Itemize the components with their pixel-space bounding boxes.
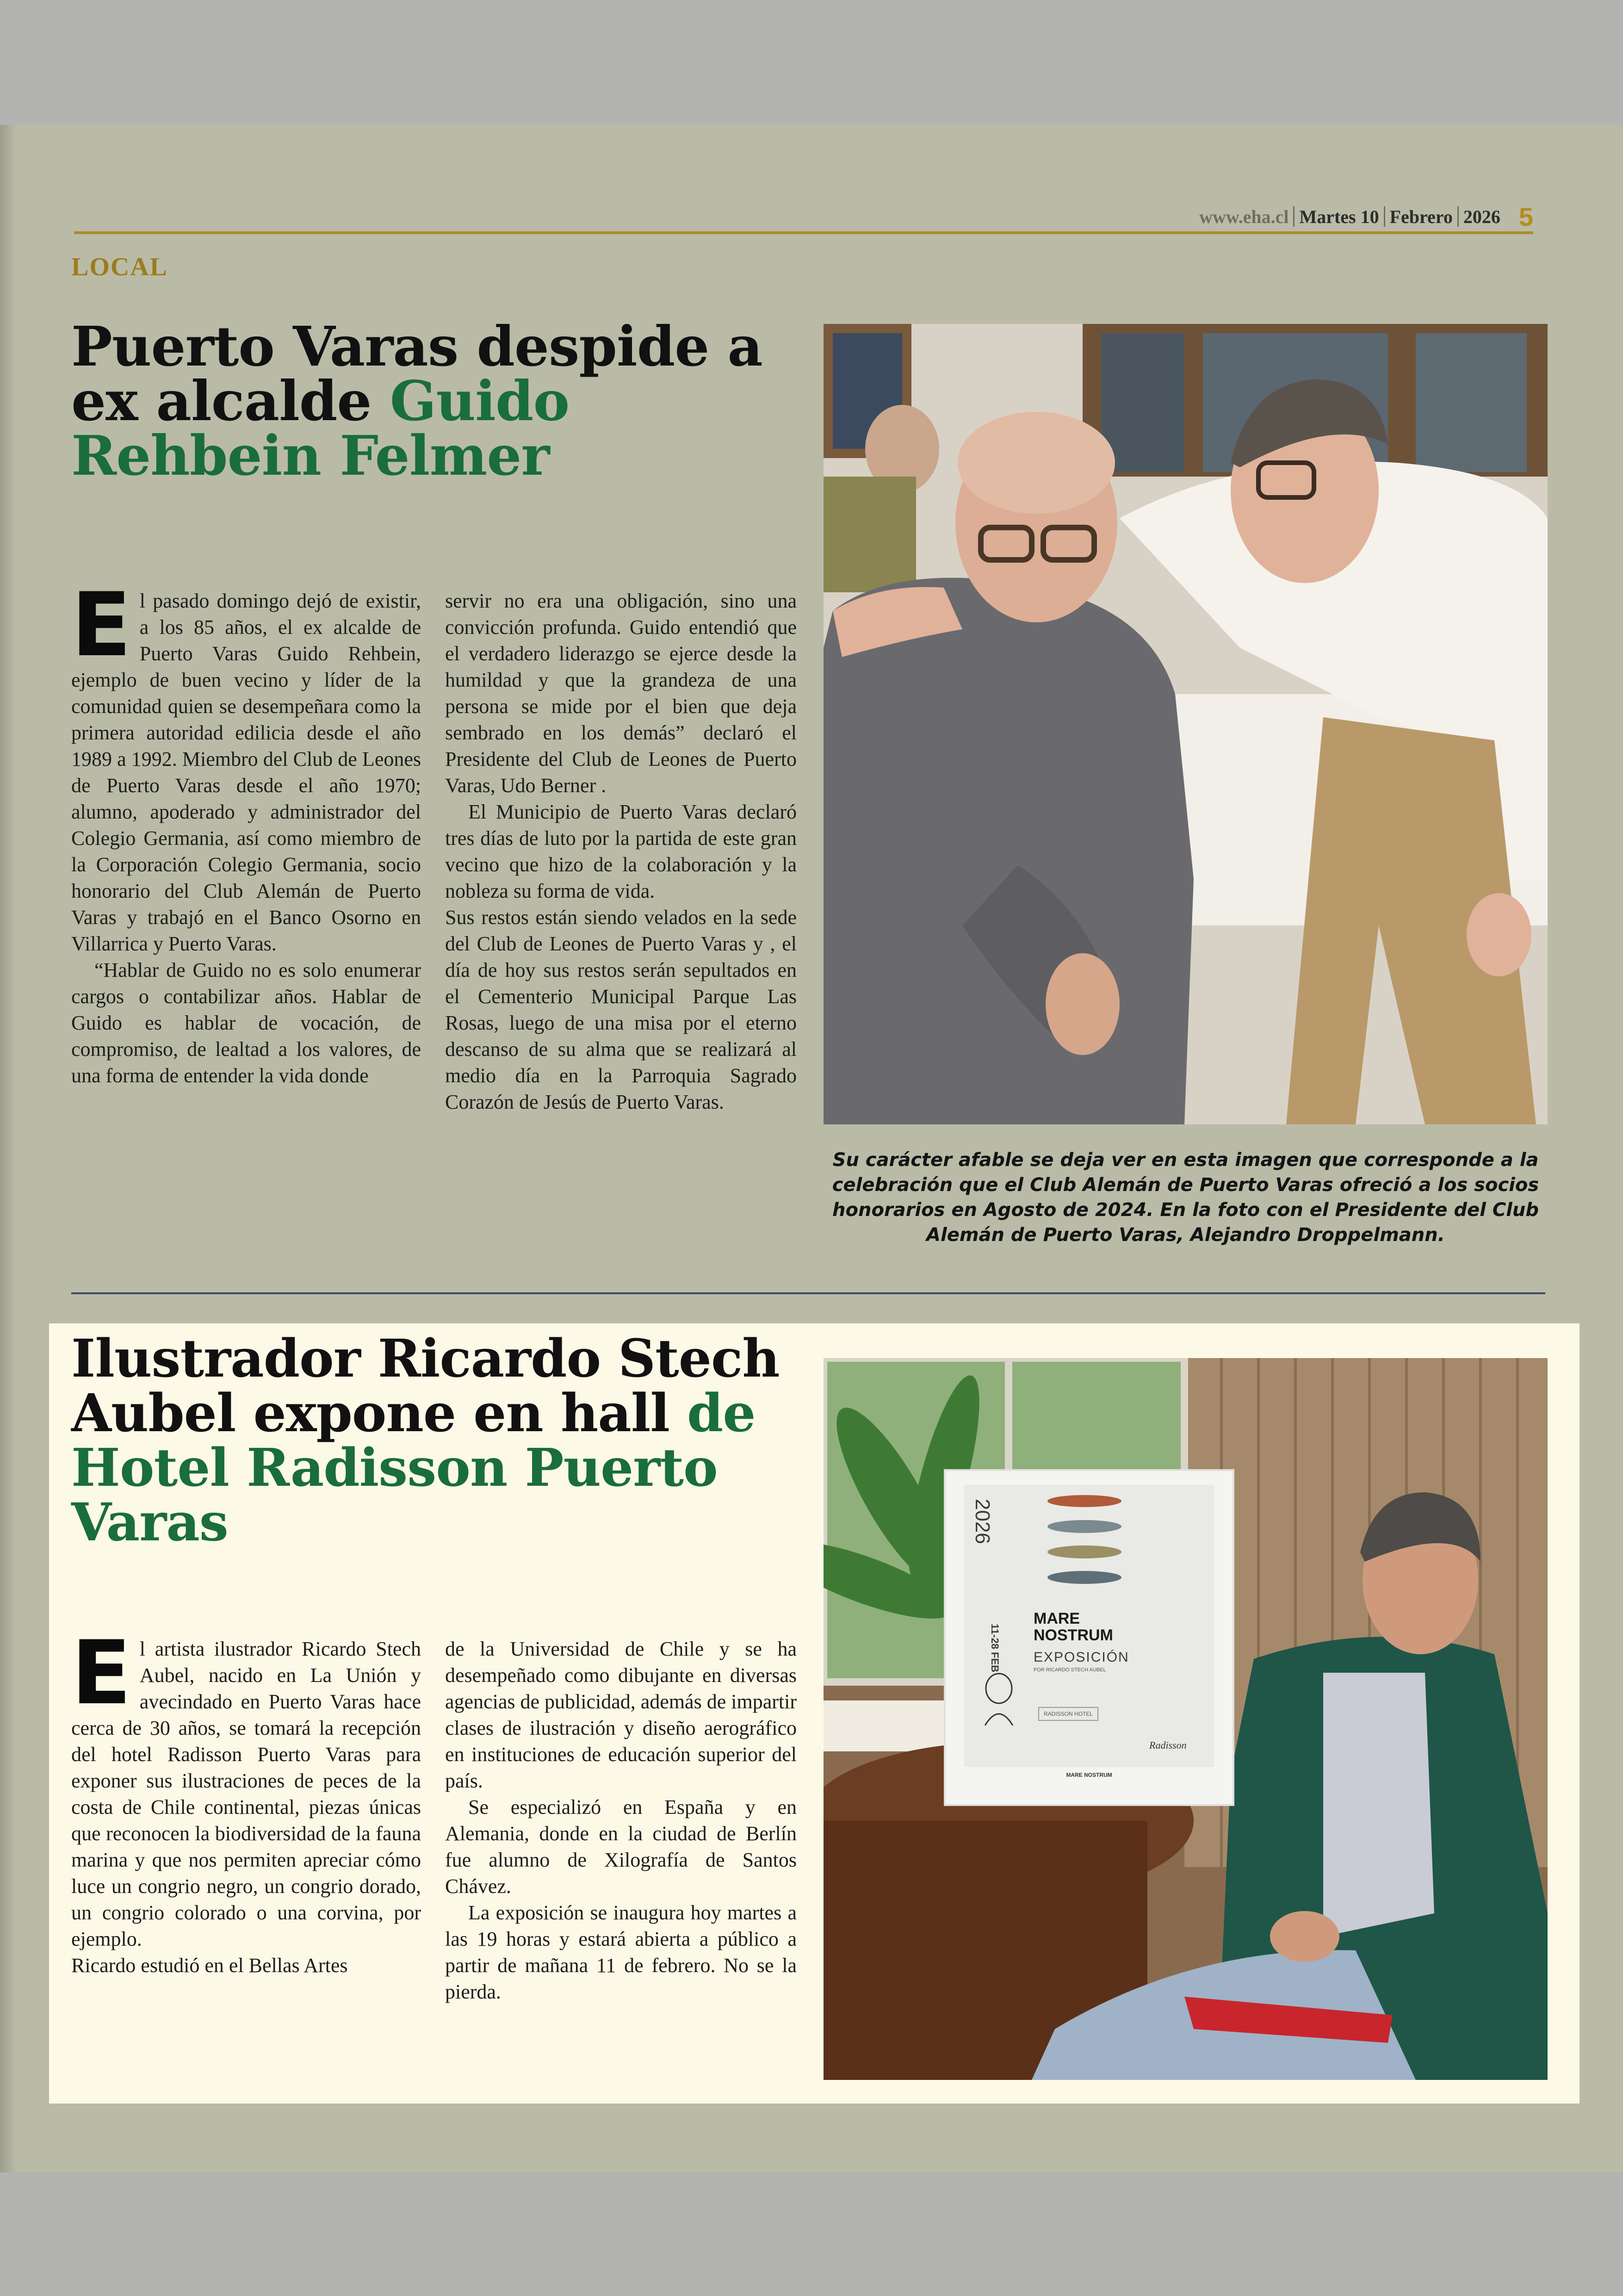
article2-column1 bbox=[71, 1622, 421, 1979]
poster-fish-illustrations bbox=[1034, 1489, 1135, 1591]
article2-headline-green: de Hotel Radisson Puerto Varas bbox=[71, 1383, 756, 1553]
header-separator bbox=[1457, 206, 1459, 227]
article2-column2 bbox=[445, 1636, 797, 2005]
article1-headline-black: Puerto Varas despide a ex alcalde bbox=[71, 314, 762, 433]
header-year: 2026 bbox=[1463, 206, 1500, 227]
article1-paragraph bbox=[71, 574, 421, 957]
article1-paragraph-text: l pasado domingo dejó de existir, a los 85 años, el ex alcalde de Puerto Varas Guido Rehbein, ejemplo de buen vecino y líder de la comunidad quien se desempeñara como la primera autoridad edilicia desde el año 1989 a 1992. Miembro del Club de Leones de Puerto Varas desde el año 1970; alumno, apoderado y administrador del Colegio Germania, así como miembro de la Corporación Colegio Germania, socio honorario del Club Alemán de Puerto Varas y trabajó en el Banco Osorno en Villarrica y Puerto Varas. bbox=[71, 590, 421, 955]
article2-headline-black: Ilustrador Ricardo Stech Aubel expone en hall bbox=[71, 1328, 780, 1444]
article2-paragraph: La exposición se inaugura hoy martes a las 19 horas y estará abierta a público a partir de mañana 11 de febrero. No se la pierda. bbox=[445, 1901, 797, 2003]
article1-column1 bbox=[71, 574, 421, 1089]
article2-photo bbox=[824, 1358, 1548, 2080]
article-divider bbox=[71, 1292, 1545, 1294]
article1-photo bbox=[824, 324, 1548, 1124]
poster-footer-title: MARE NOSTRUM bbox=[1066, 1772, 1112, 1778]
poster-artist: POR RICARDO STECH AUBEL bbox=[1034, 1667, 1106, 1673]
article2-paragraph-text: l artista ilustrador Ricardo Stech Aubel, nacido en La Unión y avecindado en Puerto Varas hace cerca de 30 años, se tomará la recepción del hotel Radisson Puerto Varas para exponer sus ilustraciones de peces de la costa de Chile continental, piezas únicas que reconocen la biodiversidad de la fauna marina y que nos permiten apreciar cómo luce un congrio negro, un congrio dorado, un congrio colorado o una corvina, por ejemplo. bbox=[71, 1638, 421, 1950]
article2-paragraph: Ricardo estudió en el Bellas Artes bbox=[71, 1954, 348, 1977]
exhibition-poster bbox=[944, 1469, 1234, 1806]
header-day: Martes 10 bbox=[1299, 206, 1379, 227]
article1-paragraph: “Hablar de Guido no es solo enumerar cargos o contabilizar años. Hablar de Guido es hablar de vocación, de compromiso, de lealtad a los valores, de una forma de entender la vida donde bbox=[71, 959, 421, 1087]
article2-paragraph: de la Universidad de Chile y se ha desempeñado como dibujante en diversas agencias de publicidad, además de impartir clases de ilustración y diseño aerográfico en instituciones de educación superior del país. bbox=[445, 1638, 797, 1792]
header-rule bbox=[74, 231, 1533, 234]
header-separator bbox=[1384, 206, 1385, 227]
page-number: 5 bbox=[1518, 202, 1533, 231]
photo-two-men-illustration bbox=[824, 324, 1548, 1124]
article1-column2 bbox=[445, 588, 797, 1115]
page-header bbox=[74, 204, 1533, 230]
article1-drop-cap: E bbox=[71, 574, 131, 676]
poster-dates: 11-28 FEB bbox=[989, 1624, 1001, 1673]
poster-portrait-sketch bbox=[978, 1670, 1020, 1725]
article2-drop-cap: E bbox=[71, 1622, 131, 1724]
header-month: Febrero bbox=[1389, 206, 1453, 227]
poster-subtitle: EXPOSICIÓN bbox=[1034, 1650, 1129, 1665]
poster-venue: RADISSON HOTEL bbox=[1038, 1707, 1098, 1721]
article2-paragraph bbox=[71, 1622, 421, 1952]
page-fold-shadow bbox=[0, 125, 17, 2172]
header-site: www.eha.cl bbox=[1199, 206, 1289, 227]
article1-photo-caption: Su carácter afable se deja ver en esta imagen que corresponde a la celebración que el Club Alemán de Puerto Varas ofreció a los socios honorarios en Agosto de 2024. En la foto con el Presidente del Club Alemán de Puerto Varas, Alejandro Droppelmann. bbox=[832, 1149, 1539, 1246]
article2-headline bbox=[71, 1328, 812, 1553]
poster-title-line1: MARE bbox=[1034, 1610, 1080, 1627]
header-separator bbox=[1293, 206, 1295, 227]
poster-year: 2026 bbox=[971, 1499, 994, 1544]
article1-paragraph: Sus restos están siendo velados en la sede del Club de Leones de Puerto Varas y , el día de hoy sus restos serán sepultados en el Cementerio Municipal Parque Las Rosas, luego de una misa por el eterno descanso de su alma que se realizará al medio día en la Parroquia Sagrado Corazón de Jesús de Puerto Varas. bbox=[445, 906, 797, 1113]
article1-paragraph: El Municipio de Puerto Varas declaró tres días de luto por la partida de este gran vecino que hizo de la colaboración y la nobleza su forma de vida. bbox=[445, 800, 797, 902]
article1-paragraph: servir no era una obligación, sino una convicción profunda. Guido entendió que el verdadero liderazgo se ejerce desde la humildad y que la grandeza de una persona se mide por el bien que deja sembrado en los demás” declaró el Presidente del Club de Leones de Puerto Varas, Udo Berner . bbox=[445, 590, 797, 797]
article1-headline-green: Guido Rehbein Felmer bbox=[71, 369, 570, 488]
poster-brand-logo: Radisson bbox=[1149, 1739, 1187, 1751]
poster-title-line2: NOSTRUM bbox=[1034, 1626, 1113, 1644]
article1-headline bbox=[71, 314, 802, 488]
article2-paragraph: Se especializó en España y en Alemania, donde en la ciudad de Berlín fue alumno de Xilografía de Santos Chávez. bbox=[445, 1796, 797, 1898]
section-label: LOCAL bbox=[71, 253, 168, 281]
